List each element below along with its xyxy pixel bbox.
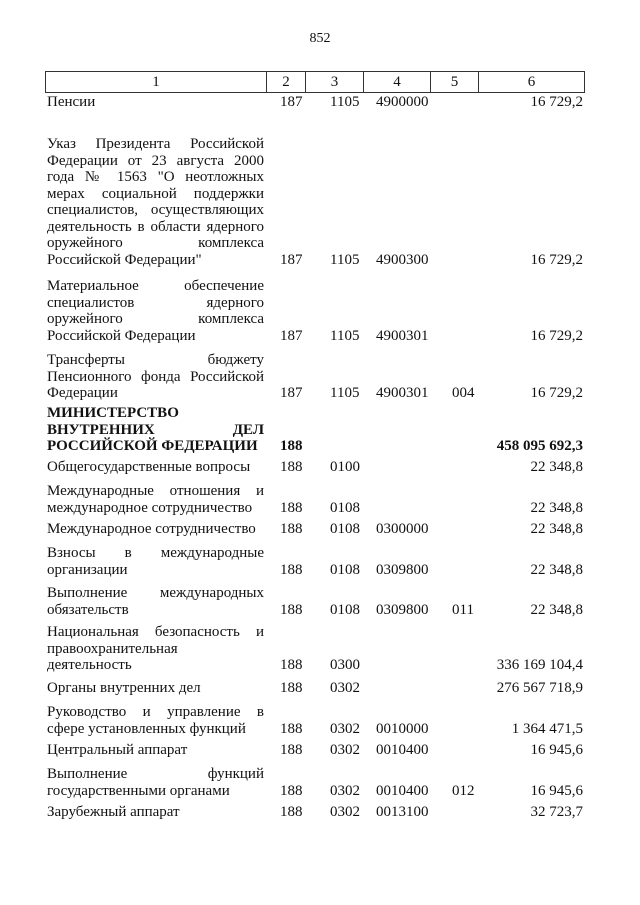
row-col-2: 187 — [280, 327, 303, 344]
row-col-6: 458 095 692,3 — [496, 438, 583, 454]
row-col-2: 188 — [280, 459, 303, 475]
row-col-4: 0010000 — [376, 720, 429, 737]
row-col-6: 32 723,7 — [530, 804, 583, 820]
row-col-3: 0302 — [330, 804, 360, 820]
row-label: Зарубежный аппарат — [47, 804, 180, 820]
row-col-4: 0010400 — [376, 782, 429, 799]
row-col-6: 336 169 104,4 — [496, 657, 583, 673]
row-col-4: 4900000 — [376, 94, 429, 110]
row-col-3: 0302 — [330, 782, 360, 799]
row-col-3: 1105 — [330, 327, 360, 344]
row-col-4: 4900301 — [376, 385, 429, 401]
page-number: 852 — [309, 31, 331, 46]
header-col-5: 5 — [431, 72, 479, 92]
row-col-2: 188 — [280, 742, 303, 758]
row-label: Общегосударственные вопросы — [47, 459, 251, 475]
row-col-2: 188 — [280, 720, 303, 737]
row-col-3: 0300 — [330, 657, 360, 673]
row-col-2: 188 — [280, 657, 303, 673]
row-col-3: 1105 — [330, 251, 360, 268]
row-label: Международное сотрудничество — [47, 521, 256, 537]
row-label: Пенсии — [47, 94, 96, 110]
row-col-2: 187 — [280, 251, 303, 268]
row-col-3: 0108 — [330, 561, 360, 578]
row-col-6: 276 567 718,9 — [496, 680, 583, 696]
table-header — [45, 71, 585, 93]
row-col-6: 16 945,6 — [530, 782, 583, 799]
row-label: МИНИСТЕРСТВО ВНУТРЕННИХ ДЕЛ РОССИЙСКОЙ ФЕДЕРАЦИИ — [47, 405, 264, 454]
row-col-6: 22 348,8 — [530, 459, 583, 475]
row-col-3: 0108 — [330, 601, 360, 618]
row-col-2: 187 — [280, 385, 303, 401]
row-col-6: 16 945,6 — [530, 742, 583, 758]
row-label: Выполнение международных обязательств — [47, 585, 264, 618]
row-col-2: 188 — [280, 601, 303, 618]
row-label: Трансферты бюджету Пенсионного фонда Российской Федерации — [47, 352, 264, 401]
row-col-2: 188 — [280, 499, 303, 516]
row-col-6: 22 348,8 — [530, 521, 583, 537]
row-col-6: 16 729,2 — [530, 385, 583, 401]
header-col-2: 2 — [267, 72, 306, 92]
row-col-2: 188 — [280, 804, 303, 820]
row-label: Руководство и управление в сфере установленных функций — [47, 704, 264, 737]
row-col-2: 188 — [280, 521, 303, 537]
row-col-6: 16 729,2 — [530, 94, 583, 110]
row-label: Выполнение функций государственными органами — [47, 766, 264, 799]
row-col-2: 188 — [280, 680, 303, 696]
header-col-6: 6 — [527, 74, 536, 90]
row-col-3: 0302 — [330, 720, 360, 737]
row-label: Центральный аппарат — [47, 742, 188, 758]
row-col-6: 16 729,2 — [530, 327, 583, 344]
row-col-3: 0302 — [330, 680, 360, 696]
row-col-4: 0013100 — [376, 804, 429, 820]
row-col-3: 0108 — [330, 521, 360, 537]
row-col-4: 4900300 — [376, 251, 429, 268]
row-col-6: 22 348,8 — [530, 499, 583, 516]
row-label: Национальная безопасность и правоохранительная деятельность — [47, 624, 264, 673]
row-col-4: 0309800 — [376, 601, 429, 618]
row-col-3: 1105 — [330, 94, 360, 110]
row-col-3: 0302 — [330, 742, 360, 758]
row-label: Международные отношения и международное сотрудничество — [47, 483, 264, 516]
row-col-2: 188 — [280, 782, 303, 799]
row-col-5: 012 — [452, 782, 475, 799]
row-col-2: 188 — [280, 438, 303, 454]
row-col-6: 1 364 471,5 — [511, 720, 583, 737]
row-col-4: 0300000 — [376, 521, 429, 537]
row-col-3: 0100 — [330, 459, 360, 475]
row-col-5: 011 — [452, 601, 474, 618]
row-label: Указ Президента Российской Федерации от 23 августа 2000 года № 1563 "О неотложных мерах социальной поддержки специалистов, осуществляющих деятельность в области ядерного оружейного комплекса Российской Федерации" — [47, 136, 264, 268]
header-col-1: 1 — [46, 72, 267, 92]
row-col-3: 0108 — [330, 499, 360, 516]
row-col-6: 16 729,2 — [530, 251, 583, 268]
row-label: Взносы в международные организации — [47, 545, 264, 578]
row-col-2: 187 — [280, 94, 303, 110]
row-col-5: 004 — [452, 385, 475, 401]
row-label: Органы внутренних дел — [47, 680, 201, 696]
row-col-2: 188 — [280, 561, 303, 578]
header-col-4: 4 — [364, 72, 431, 92]
row-col-4: 0309800 — [376, 561, 429, 578]
row-label: Материальное обеспечение специалистов ядерного оружейного комплекса Российской Федерации — [47, 278, 264, 344]
row-col-3: 1105 — [330, 385, 360, 401]
header-col-3: 3 — [306, 72, 364, 92]
row-col-6: 22 348,8 — [530, 601, 583, 618]
row-col-4: 4900301 — [376, 327, 429, 344]
row-col-6: 22 348,8 — [530, 561, 583, 578]
row-col-4: 0010400 — [376, 742, 429, 758]
